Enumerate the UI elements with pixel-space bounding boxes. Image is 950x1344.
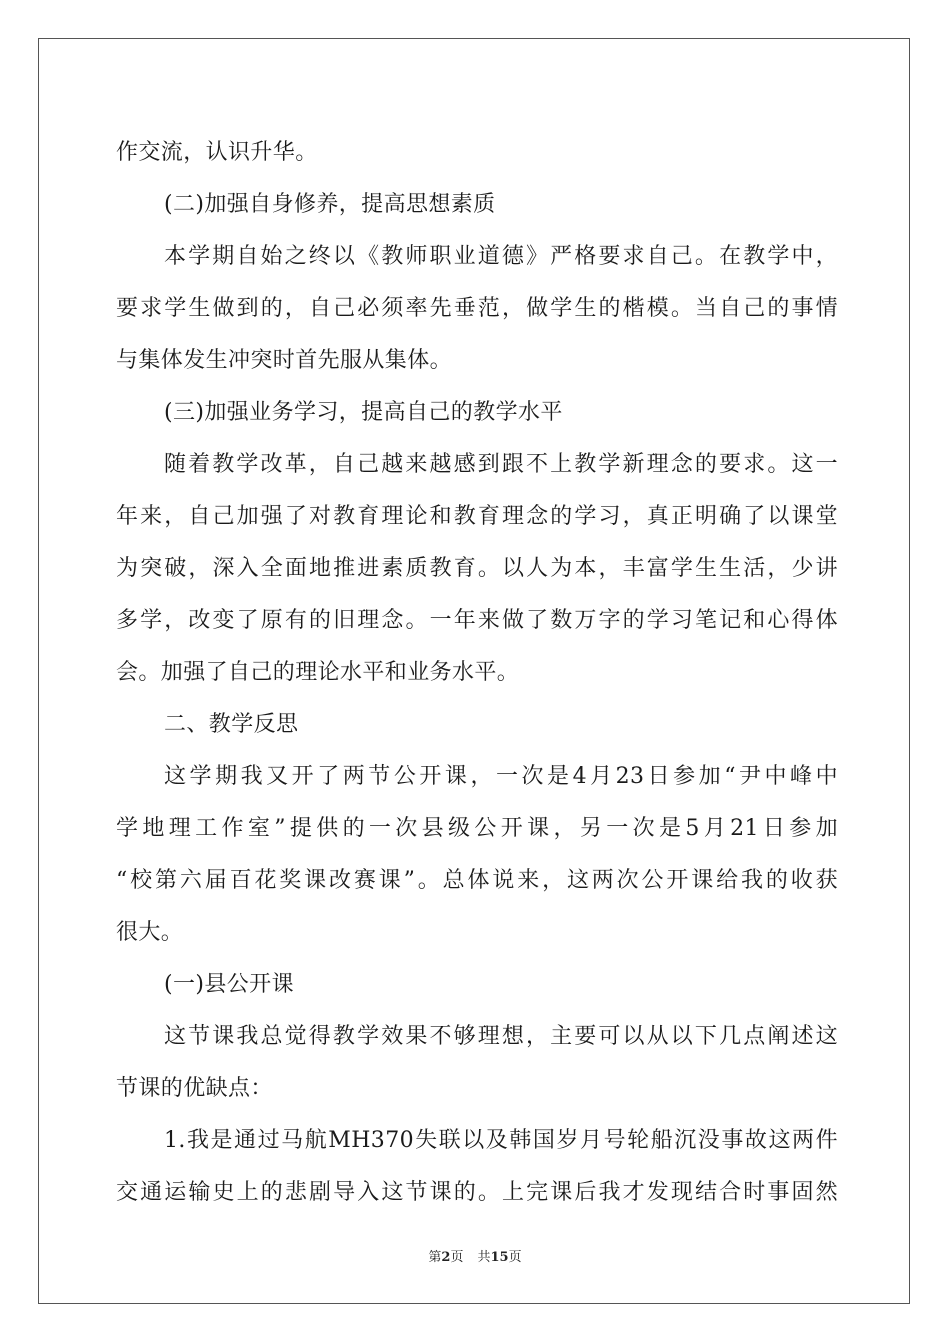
- current-page-number: 2: [441, 1250, 451, 1265]
- paragraph-line: 学地理工作室”提供的一次县级公开课，另一次是5月21日参加: [116, 816, 838, 841]
- paragraph-line: “校第六届百花奖课改赛课”。总体说来，这两次公开课给我的收获: [116, 868, 838, 893]
- paragraph-line: 节课的优缺点：: [116, 1076, 273, 1101]
- paragraph-line: 1.我是通过马航MH370失联以及韩国岁月号轮船沉没事故这两件: [164, 1128, 838, 1153]
- page-label-suffix: 页: [450, 1250, 464, 1265]
- total-page-count: 15: [490, 1250, 509, 1265]
- section-heading-3: (三)加强业务学习，提高自己的教学水平: [164, 400, 563, 425]
- section-heading-2: (二)加强自身修养，提高思想素质: [164, 192, 496, 217]
- chapter-heading-teaching-reflection: 二、教学反思: [164, 712, 299, 737]
- paragraph-line: 要求学生做到的，自己必须率先垂范，做学生的楷模。当自己的事情: [116, 296, 838, 321]
- paragraph-line: 与集体发生冲突时首先服从集体。: [116, 348, 453, 373]
- page-footer: [0, 1246, 950, 1265]
- total-label-prefix: 共: [477, 1250, 491, 1265]
- paragraph-line: 这节课我总觉得教学效果不够理想，主要可以从以下几点阐述这: [164, 1024, 838, 1049]
- paragraph-line: 多学，改变了原有的旧理念。一年来做了数万字的学习笔记和心得体: [116, 608, 838, 633]
- paragraph-line: 本学期自始之终以《教师职业道德》严格要求自己。在教学中，: [164, 244, 838, 269]
- total-label-suffix: 页: [508, 1250, 522, 1265]
- document-body: [116, 127, 838, 1219]
- paragraph-line: 这学期我又开了两节公开课，一次是4月23日参加“尹中峰中: [164, 764, 838, 789]
- paragraph-line: 为突破，深入全面地推进素质教育。以人为本，丰富学生生活，少讲: [116, 556, 838, 581]
- paragraph-line: 年来，自己加强了对教育理论和教育理念的学习，真正明确了以课堂: [116, 504, 838, 529]
- paragraph-line: 会。加强了自己的理论水平和业务水平。: [116, 660, 520, 685]
- paragraph-line: 随着教学改革，自己越来越感到跟不上教学新理念的要求。这一: [164, 452, 838, 477]
- section-heading-county-class: (一)县公开课: [164, 972, 294, 997]
- paragraph-line: 交通运输史上的悲剧导入这节课的。上完课后我才发现结合时事固然: [116, 1180, 838, 1205]
- paragraph-line: 很大。: [116, 920, 184, 945]
- page-label-prefix: 第: [428, 1250, 442, 1265]
- paragraph-line: 作交流，认识升华。: [116, 140, 318, 165]
